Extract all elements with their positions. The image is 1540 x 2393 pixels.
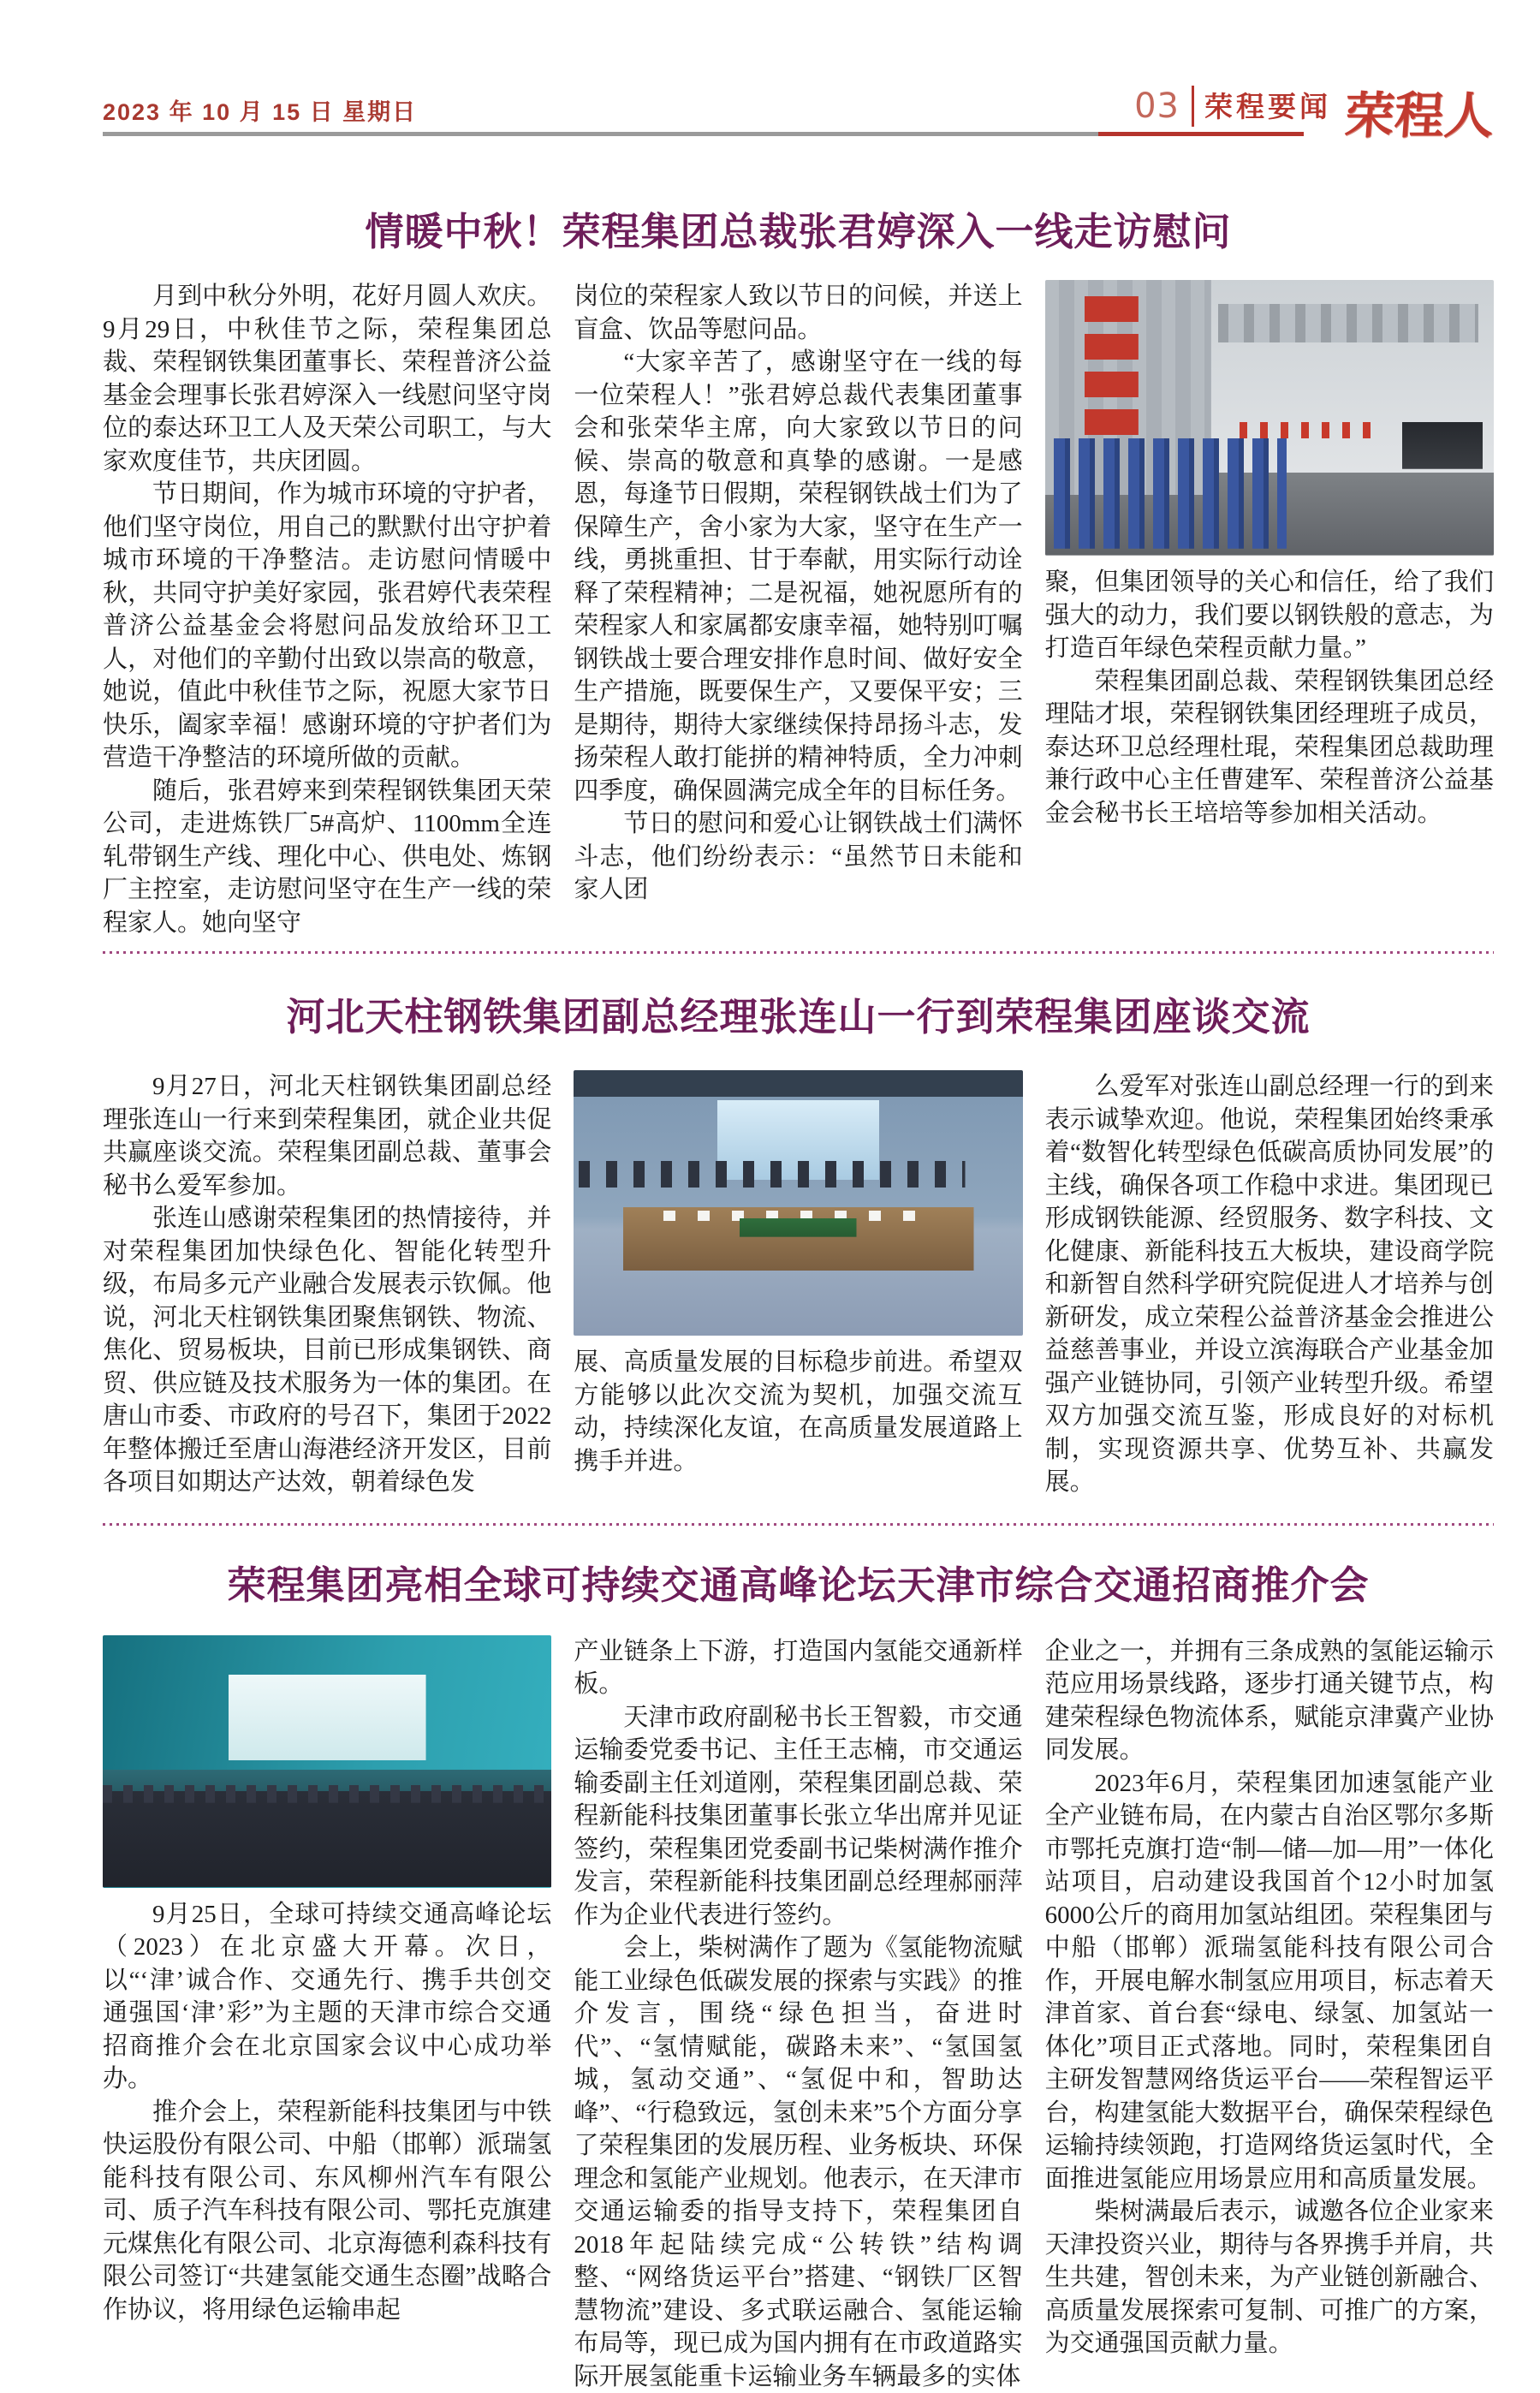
article-columns (103, 1070, 1494, 1499)
article-column (1045, 1070, 1494, 1499)
article-column (574, 280, 1022, 939)
article-title: 荣程集团亮相全球可持续交通高峰论坛天津市综合交通招商推介会 (103, 1560, 1494, 1611)
article-transport-forum (103, 1560, 1494, 2393)
header-rule (103, 132, 1494, 136)
article-column (1045, 280, 1494, 939)
paragraph: 聚，但集团领导的关心和信任，给了我们强大的动力，我们要以钢铁般的意志，为打造百年绿色荣程贡献力量。” (1045, 566, 1494, 665)
header-divider (1192, 86, 1194, 127)
article-title: 河北天柱钢铁集团副总经理张连山一行到荣程集团座谈交流 (103, 991, 1494, 1043)
paragraph: 展、高质量发展的目标稳步前进。希望双方能够以此次交流为契机，加强交流互动，持续深化友谊，在高质量发展道路上携手并进。 (574, 1346, 1022, 1478)
paragraph: 企业之一，并拥有三条成熟的氢能运输示范应用场景线路，逐步打通关键节点，构建荣程绿色物流体系，赋能京津冀产业协同发展。 (1045, 1635, 1494, 1767)
paragraph: 节日的慰问和爱心让钢铁战士们满怀斗志，他们纷纷表示：“虽然节日未能和家人团 (574, 807, 1022, 907)
article-column (103, 1070, 551, 1499)
paragraph: 产业链条上下游，打造国内氢能交通新样板。 (574, 1635, 1022, 1701)
page-header (103, 86, 1494, 127)
paragraph: 岗位的荣程家人致以节日的问候，并送上盲盒、饮品等慰问品。 (574, 280, 1022, 346)
section-block (1134, 86, 1494, 127)
article-mid-autumn-visit (103, 206, 1494, 939)
page-number: 03 (1134, 89, 1180, 123)
rule-gray-segment (103, 132, 1098, 136)
article-divider (103, 1523, 1494, 1526)
paragraph: 9月27日，河北天柱钢铁集团副总经理张连山一行来到荣程集团，就企业共促共赢座谈交流。荣程集团副总裁、董事会秘书么爱军参加。 (103, 1070, 551, 1202)
article-column (574, 1070, 1022, 1499)
paragraph: 2023年6月，荣程集团加速氢能产业全产业链布局，在内蒙古自治区鄂尔多斯市鄂托克旗打造“制—储—加—用”一体化站项目，启动建设我国首个12小时加氢6000公斤的商用加氢站组团。荣程集团与中船（邯郸）派瑞氢能科技有限公司合作，开展电解水制氢应用项目，标志着天津首家、首台套“绿电、绿氢、加氢站一体化”项目正式落地。同时，荣程集团自主研发智慧网络货运平台——荣程智运平台，构建氢能大数据平台，确保荣程绿色运输持续领跑，打造网络货运氢时代，全面推进氢能应用场景应用和高质量发展。 (1045, 1767, 1494, 2196)
photo-meeting-room (574, 1070, 1022, 1336)
article-tianzhu-exchange (103, 991, 1494, 1499)
article-column (103, 280, 551, 939)
article-columns (103, 1635, 1494, 2393)
photo-factory-visit (1045, 280, 1494, 556)
masthead-logo: 荣程人 (1343, 91, 1495, 140)
article-column (103, 1635, 551, 2393)
paragraph: 9月25日，全球可持续交通高峰论坛（2023）在北京盛大开幕。次日，以“‘津’诚合作、交通先行、携手共创交通强国‘津’彩”为主题的天津市综合交通招商推介会在北京国家会议中心成功举办。 (103, 1898, 551, 2096)
article-column (574, 1635, 1022, 2393)
paragraph: 随后，张君婷来到荣程钢铁集团天荣公司，走进炼铁厂5#高炉、1100mm全连轧带钢生产线、理化中心、供电处、炼钢厂主控室，走访慰问坚守在生产一线的荣程家人。她向坚守 (103, 775, 551, 940)
paragraph: 月到中秋分外明，花好月圆人欢庆。9月29日，中秋佳节之际，荣程集团总裁、荣程钢铁集团董事长、荣程普济公益基金会理事长张君婷深入一线慰问坚守岗位的泰达环卫工人及天荣公司职工，与大家欢度佳节，共庆团圆。 (103, 280, 551, 478)
paragraph: 节日期间，作为城市环境的守护者，他们坚守岗位，用自己的默默付出守护着城市环境的干净整洁。走访慰问情暖中秋，共同守护美好家园，张君婷代表荣程普济公益基金会将慰问品发放给环卫工人，对他们的辛勤付出致以崇高的敬意，她说，值此中秋佳节之际，祝愿大家节日快乐，阖家幸福！感谢环境的守护者们为营造干净整洁的环境所做的贡献。 (103, 478, 551, 775)
article-column (1045, 1635, 1494, 2393)
paragraph: “大家辛苦了，感谢坚守在一线的每一位荣程人！”张君婷总裁代表集团董事会和张荣华主席，向大家致以节日的问候、崇高的敬意和真挚的感谢。一是感恩，每逢节日假期，荣程钢铁战士们为了保障生产，舍小家为大家，坚守在生产一线，勇挑重担、甘于奉献，用实际行动诠释了荣程精神；二是祝福，她祝愿所有的荣程家人和家属都安康幸福，她特别叮嘱钢铁战士要合理安排作息时间、做好安全生产措施，既要保生产，又要保平安；三是期待，期待大家继续保持昂扬斗志，发扬荣程人敢打能拼的精神特质，全力冲刺四季度，确保圆满完成全年的目标任务。 (574, 346, 1022, 807)
rule-red-segment (1098, 132, 1304, 136)
issue-date: 2023 年 10 月 15 日 星期日 (103, 93, 417, 127)
article-columns (103, 280, 1494, 939)
paragraph: 推介会上，荣程新能科技集团与中铁快运股份有限公司、中船（邯郸）派瑞氢能科技有限公司、东风柳州汽车有限公司、质子汽车科技有限公司、鄂托克旗建元煤焦化有限公司、北京海德利森科技有限公司签订“共建氢能交通生态圈”战略合作协议，将用绿色运输串起 (103, 2096, 551, 2327)
paragraph: 会上，柴树满作了题为《氢能物流赋能工业绿色低碳发展的探索与实践》的推介发言，围绕“绿色担当，奋进时代”、“氢情赋能，碳路未来”、“氢国氢城，氢动交通”、“氢促中和，智助达峰”、“行稳致远，氢创未来”5个方面分享了荣程集团的发展历程、业务板块、环保理念和氢能产业规划。他表示，在天津市交通运输委的指导支持下，荣程集团自2018年起陆续完成“公转铁”结构调整、“网络货运平台”搭建、“钢铁厂区智慧物流”建设、多式联运融合、氢能运输布局等，现已成为国内拥有在市政道路实际开展氢能重卡运输业务车辆最多的实体 (574, 1932, 1022, 2393)
photo-forum-hall (103, 1635, 551, 1888)
article-divider (103, 951, 1494, 954)
paragraph: 柴树满最后表示，诚邀各位企业家来天津投资兴业，期待与各界携手并肩，共生共建，智创未来，为产业链创新融合、 高质量发展探索可复制、可推广的方案，为交通强国贡献力量。 (1045, 2195, 1494, 2360)
paragraph: 天津市政府副秘书长王智毅，市交通运输委党委书记、主任王志楠，市交通运输委副主任刘道刚，荣程集团副总裁、荣程新能科技集团董事长张立华出席并见证签约，荣程集团党委副书记柴树满作推介发言，荣程新能科技集团副总经理郝丽萍作为企业代表进行签约。 (574, 1701, 1022, 1932)
paragraph: 么爱军对张连山副总经理一行的到来表示诚挚欢迎。他说，荣程集团始终秉承着“数智化转型绿色低碳高质协同发展”的主线，确保各项工作稳中求进。集团现已形成钢铁能源、经贸服务、数字科技、文化健康、新能科技五大板块，建设商学院和新智自然科学研究院促进人才培养与创新研发，成立荣程公益普济基金会推进公益慈善事业，并设立滨海联合产业基金加强产业链协同，引领产业转型升级。希望双方加强交流互鉴，形成良好的对标机制，实现资源共享、优势互补、共赢发展。 (1045, 1070, 1494, 1499)
paragraph: 张连山感谢荣程集团的热情接待，并对荣程集团加快绿色化、智能化转型升级，布局多元产业融合发展表示钦佩。他说，河北天柱钢铁集团聚焦钢铁、物流、焦化、贸易板块，目前已形成集钢铁、商贸、供应链及技术服务为一体的集团。在唐山市委、市政府的号召下，集团于2022年整体搬迁至唐山海港经济开发区，目前各项目如期达产达效，朝着绿色发 (103, 1202, 551, 1499)
paragraph: 荣程集团副总裁、荣程钢铁集团总经理陆才垠，荣程钢铁集团经理班子成员，泰达环卫总经理杜琨，荣程集团总裁助理兼行政中心主任曹建军、荣程普济公益基金会秘书长王培培等参加相关活动。 (1045, 665, 1494, 830)
section-title: 荣程要闻 (1204, 92, 1331, 121)
article-title: 情暖中秋！荣程集团总裁张君婷深入一线走访慰问 (103, 206, 1494, 258)
